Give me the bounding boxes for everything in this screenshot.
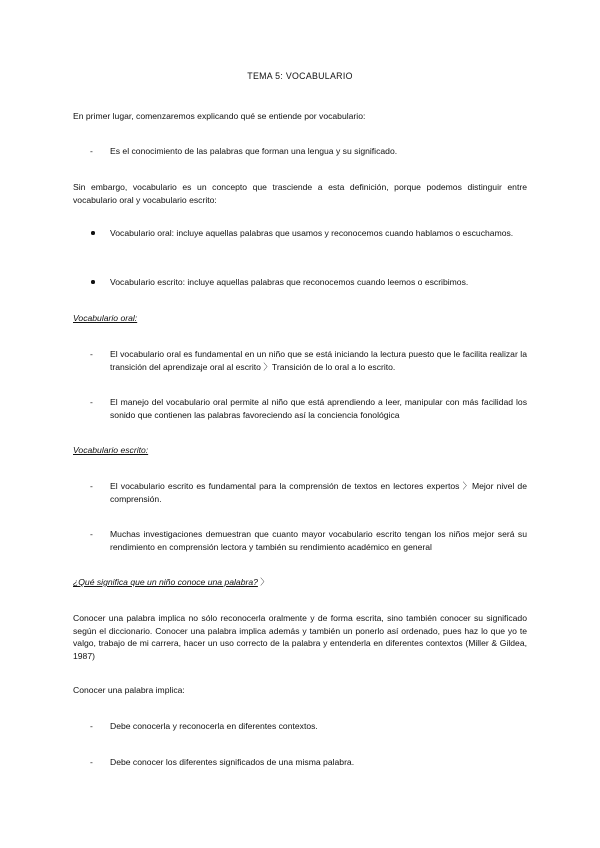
document-title: TEMA 5: VOCABULARIO [247,71,353,81]
intro-paragraph: En primer lugar, comenzaremos explicando qué se entiende por vocabulario: [73,111,366,121]
question-line [73,576,269,589]
dash-marker: - [90,146,93,156]
section-heading-oral: Vocabulario oral: [73,313,138,323]
dash-marker: - [90,757,93,767]
implies-label: Conocer una palabra implica: [73,685,185,695]
bullet-oral: Vocabulario oral: incluye aquellas palabras que usamos y reconocemos cuando hablamos o escuchamos. [110,228,514,238]
dash-marker: - [90,481,93,491]
written-item-2: Muchas investigaciones demuestran que cuanto mayor vocabulario escrito tengan los niños mejor será su rendimiento en comprensión lectora y también su rendimiento académico en general [110,529,527,552]
dash-marker: - [90,349,93,359]
oral-item-2: El manejo del vocabulario oral permite al niño que está aprendiendo a leer, manipular con más facilidad los sonido que contienen las palabras favoreciendo así la conciencia fonológica [110,397,527,420]
bullet-dot [91,231,95,235]
definition-item: Es el conocimiento de las palabras que forman una lengua y su significado. [110,146,398,156]
written-item-1: El vocabulario escrito es fundamental para la comprensión de textos en lectores expertos 〉Mejor nivel de comprensión. [110,481,527,504]
distinction-paragraph: Sin embargo, vocabulario es un concepto que trasciende a esta definición, porque podemos distinguir entre vocabulario oral y vocabulario escrito: [73,182,527,205]
dash-marker: - [90,397,93,407]
question-heading: ¿Qué significa que un niño conoce una palabra? [73,577,258,587]
section-heading-written: Vocabulario escrito: [73,445,149,455]
implies-item-1: Debe conocerla y reconocerla en diferentes contextos. [110,721,318,731]
knowing-paragraph: Conocer una palabra implica no sólo reconocerla oralmente y de forma escrita, sino también conocer su significado según el diccionario. Conocer una palabra implica además y también un ponerlo así ordenado, pues haz lo que yo te valgo, trabajo de mi carrera, hacer un uso correcto de la palabra y entenderla en diferentes contextos (Miller & Gildea, 1987) [73,613,527,661]
implies-item-2: Debe conocer los diferentes significados de una misma palabra. [110,757,355,767]
arrow-glyph: 〉 [260,577,269,587]
dash-marker: - [90,721,93,731]
bullet-dot [91,280,95,284]
dash-marker: - [90,529,93,539]
bullet-written: Vocabulario escrito: incluye aquellas palabras que reconocemos cuando leemos o escribimos. [110,277,469,287]
oral-item-1: El vocabulario oral es fundamental en un niño que se está iniciando la lectura puesto que le facilita realizar la transición del aprendizaje oral al escrito 〉Transición de lo oral a lo escrito. [110,349,527,372]
